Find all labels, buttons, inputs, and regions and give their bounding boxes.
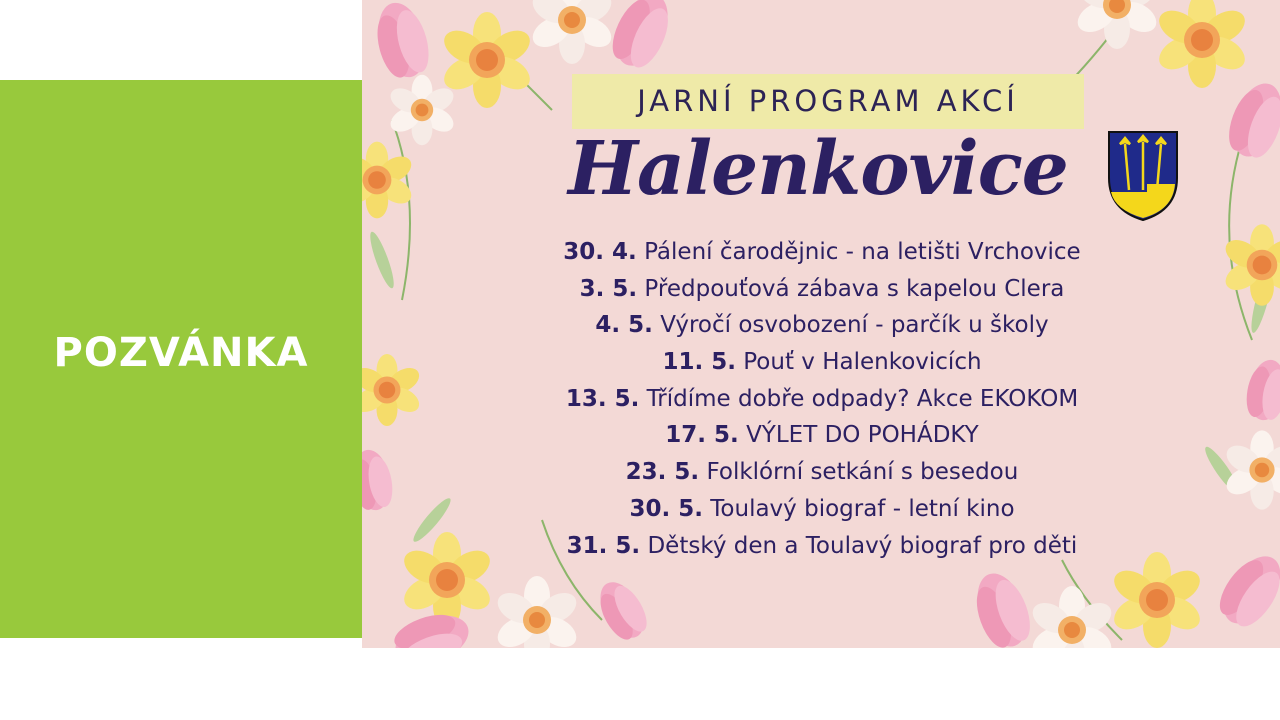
poster bbox=[362, 0, 1280, 648]
poster-title: Halenkovice bbox=[568, 126, 1068, 212]
list-item bbox=[502, 454, 1142, 491]
list-item bbox=[502, 528, 1142, 565]
event-date: 17. 5. bbox=[665, 422, 739, 449]
event-text: Pouť v Halenkovicích bbox=[743, 349, 982, 376]
event-list bbox=[502, 234, 1142, 564]
list-item bbox=[502, 344, 1142, 381]
event-date: 30. 5. bbox=[629, 495, 703, 522]
subtitle-box bbox=[572, 74, 1084, 129]
list-item bbox=[502, 234, 1142, 271]
event-date: 4. 5. bbox=[595, 312, 653, 339]
event-text: Výročí osvobození - parčík u školy bbox=[660, 312, 1049, 339]
list-item bbox=[502, 491, 1142, 528]
event-text: Folklórní setkání s besedou bbox=[706, 459, 1019, 486]
event-date: 23. 5. bbox=[625, 459, 700, 486]
event-date: 30. 4. bbox=[563, 239, 637, 265]
list-item bbox=[502, 417, 1142, 454]
list-item bbox=[502, 271, 1142, 308]
event-text: Předpouťová zábava s kapelou Clera bbox=[644, 275, 1065, 302]
event-date: 13. 5. bbox=[565, 385, 640, 412]
poster-subtitle: JARNÍ PROGRAM AKCÍ bbox=[637, 84, 1019, 118]
event-date: 11. 5. bbox=[662, 349, 736, 376]
sidebar-panel bbox=[0, 80, 362, 638]
event-text: Třídíme dobře odpady? Akce EKOKOM bbox=[646, 385, 1079, 412]
list-item bbox=[502, 307, 1142, 344]
coat-of-arms-icon bbox=[1105, 128, 1181, 224]
event-date: 31. 5. bbox=[566, 532, 641, 559]
sidebar-label: POZVÁNKA bbox=[53, 330, 309, 376]
event-date: 3. 5. bbox=[579, 275, 638, 302]
event-text: Dětský den a Toulavý biograf pro děti bbox=[647, 532, 1078, 559]
event-text: Pálení čarodějnic - na letišti Vrchovice bbox=[644, 239, 1081, 265]
list-item bbox=[502, 381, 1142, 418]
event-text: VÝLET DO POHÁDKY bbox=[746, 422, 979, 449]
event-text: Toulavý biograf - letní kino bbox=[710, 495, 1015, 522]
